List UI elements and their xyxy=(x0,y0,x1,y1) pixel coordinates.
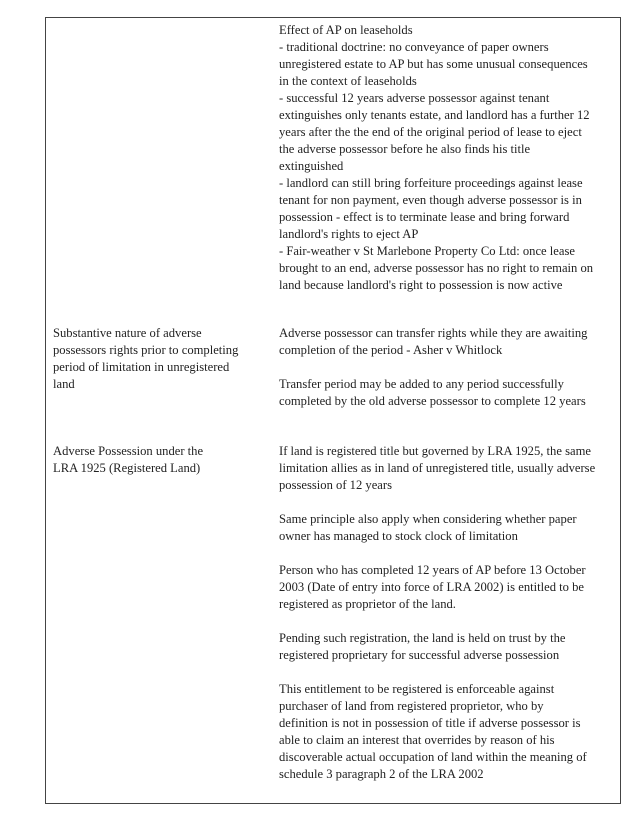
note-line: Effect of AP on leaseholds xyxy=(279,23,413,37)
note-line: completion of the period - Asher v Whitlock xyxy=(279,343,503,357)
row-topic xyxy=(53,443,268,477)
note-paragraph xyxy=(279,376,619,410)
note-line: the adverse possessor before he also finds his title xyxy=(279,142,531,156)
note-line: registered proprietary for successful adverse possession xyxy=(279,648,560,662)
topic-line: land xyxy=(53,377,75,391)
note-line: definition is not in possession of title if adverse possessor is xyxy=(279,716,581,730)
note-line: tenant for non payment, even though adverse possessor is in xyxy=(279,193,582,207)
note-paragraph xyxy=(279,443,619,494)
row-topic xyxy=(53,325,268,393)
note-line: extinguishes only tenants estate, and landlord has a further 12 xyxy=(279,108,590,122)
note-line: Adverse possessor can transfer rights while they are awaiting xyxy=(279,326,588,340)
topic-line: period of limitation in unregistered xyxy=(53,360,230,374)
note-line: - landlord can still bring forfeiture proceedings against lease xyxy=(279,176,583,190)
note-line: years after the the end of the original period of lease to eject xyxy=(279,125,582,139)
note-line: purchaser of land from registered proprietor, who by xyxy=(279,699,544,713)
note-paragraph xyxy=(279,511,619,545)
note-line: 2003 (Date of entry into force of LRA 2002) is entitled to be xyxy=(279,580,584,594)
note-line: Person who has completed 12 years of AP before 13 October xyxy=(279,563,586,577)
note-line: landlord's rights to eject AP xyxy=(279,227,419,241)
note-paragraph xyxy=(279,562,619,613)
note-paragraph xyxy=(279,325,619,359)
note-line: in the context of leaseholds xyxy=(279,74,417,88)
note-line: If land is registered title but governed by LRA 1925, the same xyxy=(279,444,591,458)
note-line: completed by the old adverse possessor to complete 12 years xyxy=(279,394,586,408)
note-line: limitation allies as in land of unregistered title, usually adverse xyxy=(279,461,596,475)
note-paragraph xyxy=(279,681,619,783)
note-line: possession of 12 years xyxy=(279,478,392,492)
note-paragraph xyxy=(279,630,619,664)
note-line: Pending such registration, the land is held on trust by the xyxy=(279,631,566,645)
note-line: land because landlord's right to possession is now active xyxy=(279,278,563,292)
note-line: brought to an end, adverse possessor has no right to remain on xyxy=(279,261,594,275)
note-line: owner has managed to stock clock of limitation xyxy=(279,529,518,543)
note-line: - Fair-weather v St Marlebone Property Co Ltd: once lease xyxy=(279,244,575,258)
note-line: possession - effect is to terminate lease and bring forward xyxy=(279,210,570,224)
note-line: extinguished xyxy=(279,159,344,173)
topic-line: Adverse Possession under the xyxy=(53,444,204,458)
note-line: discoverable actual occupation of land within the meaning of xyxy=(279,750,587,764)
note-line: schedule 3 paragraph 2 of the LRA 2002 xyxy=(279,767,484,781)
note-line: Same principle also apply when considering whether paper xyxy=(279,512,577,526)
topic-line: Substantive nature of adverse xyxy=(53,326,202,340)
note-line: Transfer period may be added to any period successfully xyxy=(279,377,564,391)
note-line: - successful 12 years adverse possessor against tenant xyxy=(279,91,550,105)
note-line: This entitlement to be registered is enforceable against xyxy=(279,682,555,696)
note-line: able to claim an interest that overrides by reason of his xyxy=(279,733,555,747)
note-paragraph xyxy=(279,22,619,294)
topic-line: possessors rights prior to completing xyxy=(53,343,239,357)
note-line: registered as proprietor of the land. xyxy=(279,597,456,611)
note-line: - traditional doctrine: no conveyance of paper owners xyxy=(279,40,549,54)
note-line: unregistered estate to AP but has some unusual consequences xyxy=(279,57,588,71)
topic-line: LRA 1925 (Registered Land) xyxy=(53,461,201,475)
